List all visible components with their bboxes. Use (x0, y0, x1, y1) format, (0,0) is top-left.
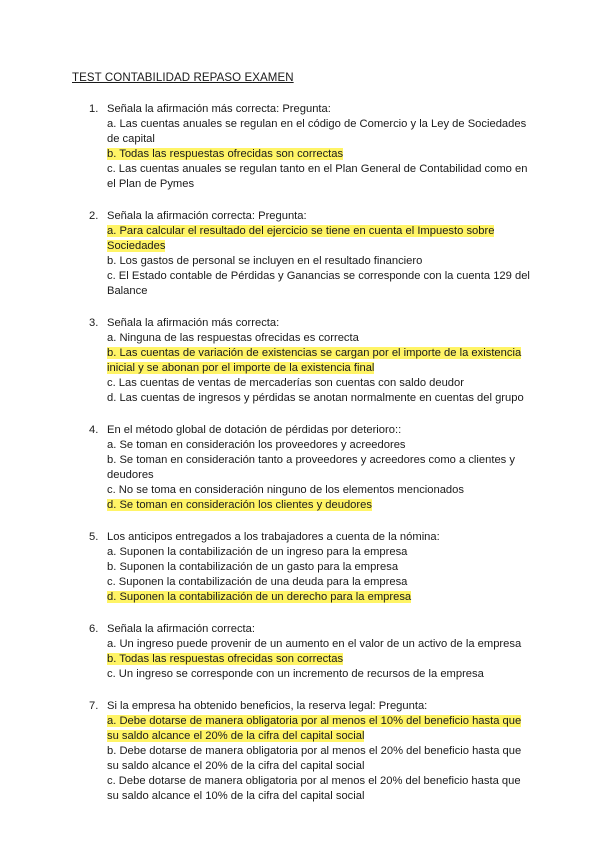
answer-option-text: c. Un ingreso se corresponde con un incremento de recursos de la empresa (107, 668, 484, 680)
answer-option-correct (107, 590, 532, 605)
answer-option (107, 545, 532, 560)
answer-option (107, 774, 532, 804)
question-number: 3. (89, 317, 99, 329)
answer-option (107, 376, 532, 391)
question-prompt: Los anticipos entregados a los trabajadores a cuenta de la nómina: (107, 531, 440, 543)
question-number: 2. (89, 210, 99, 222)
answer-option (107, 269, 532, 299)
answer-option-text: d. Se toman en consideración los clientes y deudores (107, 499, 372, 511)
question-number: 1. (89, 103, 99, 115)
question-number: 6. (89, 623, 99, 635)
answer-option-text: a. Para calcular el resultado del ejercicio se tiene en cuenta el Impuesto sobre Sociedades (107, 225, 495, 252)
answer-option-text: b. Debe dotarse de manera obligatoria por al menos el 20% del beneficio hasta que su saldo alcance el 20% de la cifra del capital social (107, 745, 522, 772)
answer-option (107, 637, 532, 652)
answer-option-correct (107, 652, 532, 667)
answer-option-correct (107, 498, 532, 513)
question-4 (0, 423, 600, 513)
answer-option-text: a. Se toman en consideración los proveedores y acreedores (107, 439, 406, 451)
question-1 (0, 102, 600, 192)
answer-option-text: b. Todas las respuestas ofrecidas son correctas (107, 653, 344, 665)
question-prompt: En el método global de dotación de pérdidas por deterioro:: (107, 424, 402, 436)
question-5 (0, 530, 600, 605)
question-3 (0, 316, 600, 406)
answer-option-text: c. Las cuentas de ventas de mercaderías son cuentas con saldo deudor (107, 377, 464, 389)
answer-option-correct (107, 147, 532, 162)
answer-option-text: c. Las cuentas anuales se regulan tanto en el Plan General de Contabilidad como en el Plan de Pymes (107, 163, 528, 190)
question-list (0, 102, 600, 821)
answer-option-text: d. Suponen la contabilización de un derecho para la empresa (107, 591, 412, 603)
answer-option-correct (107, 714, 532, 744)
answer-option (107, 453, 532, 483)
answer-option (107, 560, 532, 575)
answer-option (107, 391, 532, 406)
answer-option-correct (107, 346, 532, 376)
answer-option (107, 254, 532, 269)
answer-option-text: a. Un ingreso puede provenir de un aumento en el valor de un activo de la empresa (107, 638, 522, 650)
answer-option-text: b. Las cuentas de variación de existencias se cargan por el importe de la existencia inicial y se abonan por el importe de la existencia final (107, 347, 522, 374)
question-7 (0, 699, 600, 804)
question-prompt: Señala la afirmación más correcta: Pregunta: (107, 103, 331, 115)
answer-option (107, 575, 532, 590)
answer-option-text: a. Suponen la contabilización de un ingreso para la empresa (107, 546, 408, 558)
answer-option-text: a. Debe dotarse de manera obligatoria por al menos el 10% del beneficio hasta que su saldo alcance el 20% de la cifra del capital social (107, 715, 522, 742)
answer-option-text: a. Las cuentas anuales se regulan en el código de Comercio y la Ley de Sociedades de capital (107, 118, 527, 145)
answer-option-text: b. Todas las respuestas ofrecidas son correctas (107, 148, 344, 160)
answer-option (107, 483, 532, 498)
answer-option (107, 117, 532, 147)
answer-option-text: c. Debe dotarse de manera obligatoria por al menos el 20% del beneficio hasta que su saldo alcance el 10% de la cifra del capital social (107, 775, 521, 802)
answer-option-text: b. Suponen la contabilización de un gasto para la empresa (107, 561, 399, 573)
answer-option-text: c. No se toma en consideración ninguno de los elementos mencionados (107, 484, 464, 496)
question-prompt: Señala la afirmación más correcta: (107, 317, 280, 329)
question-number: 5. (89, 531, 99, 543)
answer-option (107, 744, 532, 774)
answer-option (107, 667, 532, 682)
answer-option-text: c. El Estado contable de Pérdidas y Ganancias se corresponde con la cuenta 129 del Balance (107, 270, 530, 297)
question-prompt: Si la empresa ha obtenido beneficios, la reserva legal: Pregunta: (107, 700, 428, 712)
answer-option (107, 162, 532, 192)
answer-option (107, 331, 532, 346)
answer-option-correct (107, 224, 532, 254)
answer-option-text: d. Las cuentas de ingresos y pérdidas se anotan normalmente en cuentas del grupo (107, 392, 524, 404)
question-prompt: Señala la afirmación correcta: (107, 623, 255, 635)
question-number: 4. (89, 424, 99, 436)
question-6 (0, 622, 600, 682)
answer-option-text: a. Ninguna de las respuestas ofrecidas es correcta (107, 332, 359, 344)
question-2 (0, 209, 600, 299)
answer-option-text: b. Se toman en consideración tanto a proveedores y acreedores como a clientes y deudores (107, 454, 515, 481)
document-title: TEST CONTABILIDAD REPASO EXAMEN (72, 72, 294, 84)
question-prompt: Señala la afirmación correcta: Pregunta: (107, 210, 307, 222)
answer-option-text: b. Los gastos de personal se incluyen en el resultado financiero (107, 255, 423, 267)
answer-option-text: c. Suponen la contabilización de una deuda para la empresa (107, 576, 408, 588)
question-number: 7. (89, 700, 99, 712)
answer-option (107, 438, 532, 453)
